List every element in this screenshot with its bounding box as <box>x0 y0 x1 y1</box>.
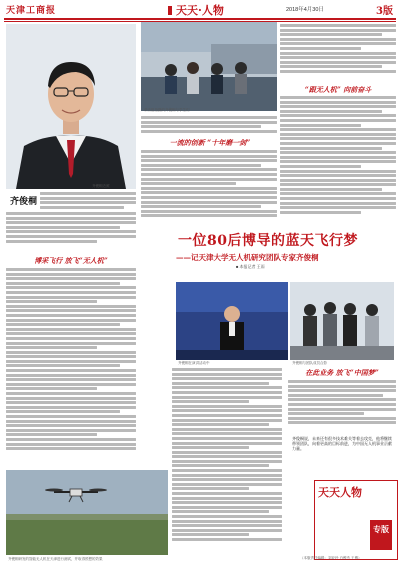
subhead-4: 在此业务 放飞“中国梦” <box>305 368 379 377</box>
main-headline: 一位80后博导的蓝天飞行梦 <box>178 233 358 249</box>
article-text-block <box>288 380 396 434</box>
subhead-3: “跟无人机” 向前奋斗 <box>304 85 372 94</box>
portrait-caption: 齐俊桐近照 <box>92 184 110 188</box>
article-text-block <box>40 192 136 214</box>
masthead-logo: 天津工商报 <box>6 6 57 16</box>
section-title: 天天·人物 <box>176 4 224 17</box>
team-photo <box>290 282 394 360</box>
person-name: 齐俊桐 <box>10 197 38 207</box>
headline-deck: ——记天津大学无人机研究团队专家齐俊桐 <box>176 253 319 262</box>
article-text-block <box>280 96 396 226</box>
stage-photo <box>176 282 288 360</box>
drone-photo <box>6 470 168 555</box>
subhead-1: 博采飞行 放飞“无人机” <box>34 256 108 265</box>
rooftop-photo <box>141 22 277 111</box>
portrait-photo <box>6 24 136 189</box>
team-caption: 齐俊桐与团队成员合影 <box>292 361 327 365</box>
page-number: 3版 <box>376 6 393 17</box>
issue-date: 2018年4月30日 <box>286 7 324 13</box>
editor-credit: （本版责任编辑：刘亚玲 白俊杰 王博） <box>300 556 362 560</box>
article-text-block <box>172 368 282 558</box>
subhead-2: 一流的创新 “十年磨一剑” <box>169 138 251 147</box>
stage-caption: 齐俊桐在演讲活动中 <box>178 361 210 365</box>
article-text-block <box>141 150 277 225</box>
column-title: 天天人物 <box>318 486 362 499</box>
article-text-block <box>280 24 396 82</box>
column-badge: 专版 <box>370 520 392 550</box>
article-text-block <box>141 116 277 136</box>
byline: ■ 本报记者 王雨 <box>236 264 265 269</box>
header-rule <box>4 18 396 20</box>
closing-paragraph: 齐俊桐说，未来还有很多技术难关等着去攻克，他将继续带领团队，向着更高的目标前进，为中国无人机事业贡献力量。 <box>292 436 392 451</box>
drone-caption: 齐俊桐研发的智能无人机在天津进行测试，并取得预想的效果 <box>8 557 103 561</box>
article-text-block <box>6 212 136 252</box>
section-marker <box>168 6 172 15</box>
article-text-block <box>6 268 136 466</box>
rooftop-caption: 采访组拍摄的齐俊桐与学生们 <box>144 108 190 112</box>
